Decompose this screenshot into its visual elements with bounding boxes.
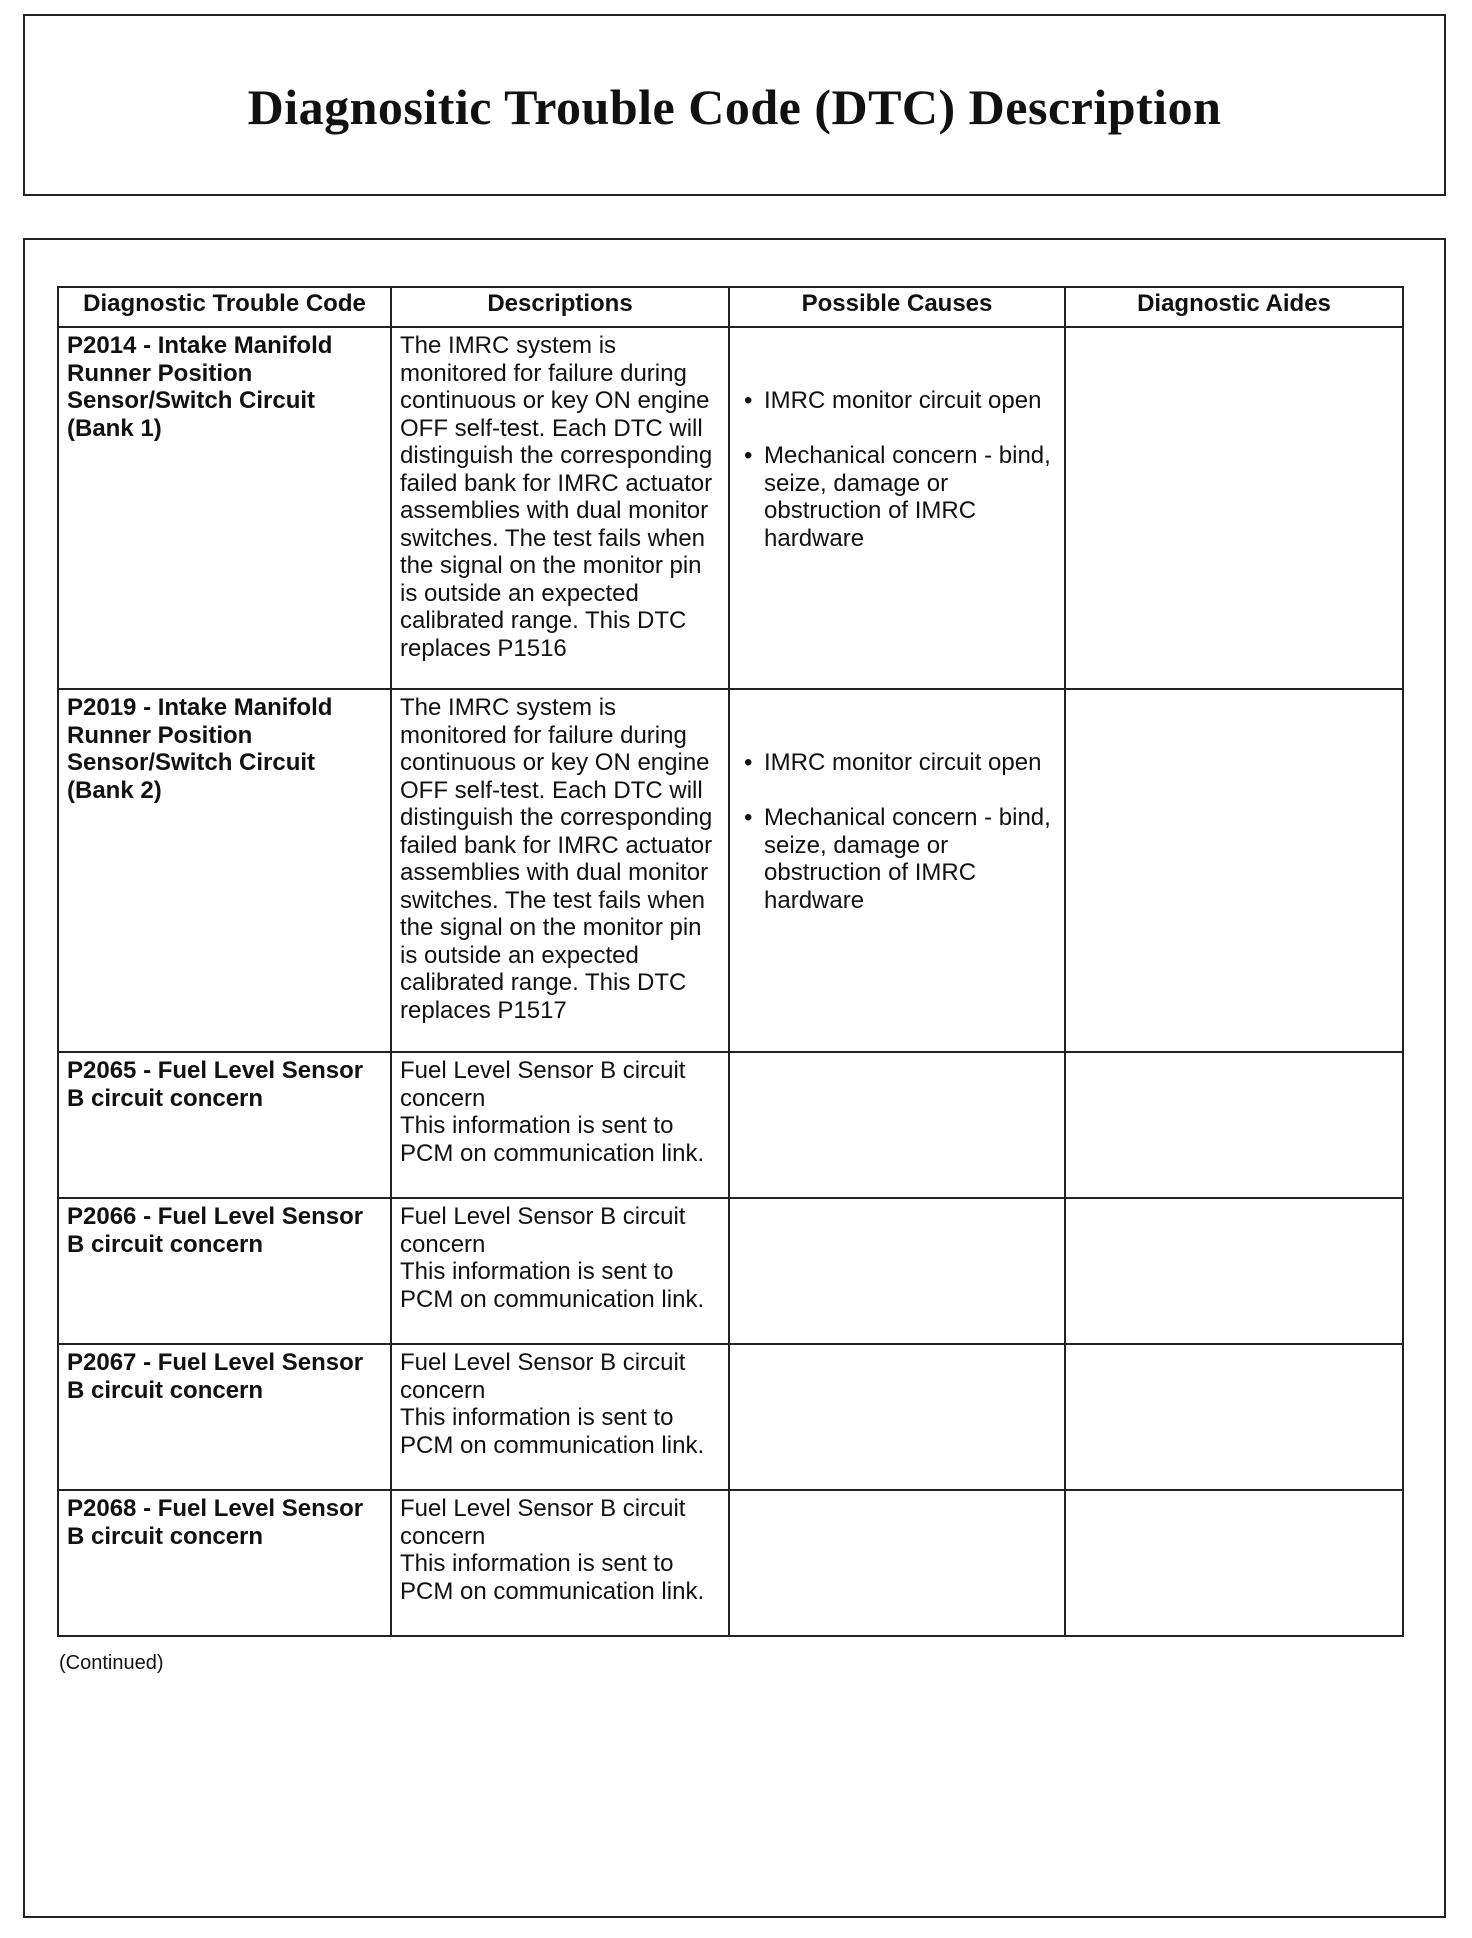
table-row xyxy=(58,1344,1403,1490)
header-diagnostic-aides: Diagnostic Aides xyxy=(1065,287,1403,327)
description-cell: Fuel Level Sensor B circuit concern This information is sent to PCM on communication link. xyxy=(391,1344,729,1490)
diagnostic-aides-cell xyxy=(1065,1490,1403,1636)
cause-item: • IMRC monitor circuit open xyxy=(738,749,1056,777)
dtc-code-cell: P2067 - Fuel Level Sensor B circuit concern xyxy=(58,1344,391,1490)
dtc-code-cell: P2014 - Intake Manifold Runner Position Sensor/Switch Circuit (Bank 1) xyxy=(58,327,391,689)
possible-causes-cell xyxy=(729,1344,1065,1490)
description-cell: Fuel Level Sensor B circuit concern This information is sent to PCM on communication link. xyxy=(391,1490,729,1636)
cause-item: • Mechanical concern - bind, seize, damage or obstruction of IMRC hardware xyxy=(738,442,1056,552)
header-dtc: Diagnostic Trouble Code xyxy=(58,287,391,327)
possible-causes-cell xyxy=(729,1052,1065,1198)
page-title: Diagnositic Trouble Code (DTC) Description xyxy=(247,79,1222,135)
cause-item: • Mechanical concern - bind, seize, damage or obstruction of IMRC hardware xyxy=(738,804,1056,914)
content-box xyxy=(23,238,1446,1918)
description-cell: The IMRC system is monitored for failure during continuous or key ON engine OFF self-test. Each DTC will distinguish the corresponding failed bank for IMRC actuator assemblies with dual monitor switches. The test fails when the signal on the monitor pin is outside an expected calibrated range. This DTC replaces P1517 xyxy=(391,689,729,1052)
diagnostic-aides-cell xyxy=(1065,1198,1403,1344)
dtc-table xyxy=(57,286,1404,1637)
dtc-code-cell: P2068 - Fuel Level Sensor B circuit concern xyxy=(58,1490,391,1636)
possible-causes-cell xyxy=(729,1198,1065,1344)
possible-causes-cell xyxy=(729,327,1065,689)
header-descriptions: Descriptions xyxy=(391,287,729,327)
table-row xyxy=(58,689,1403,1052)
table-header-row xyxy=(58,287,1403,327)
title-box xyxy=(23,14,1446,196)
table-row xyxy=(58,1490,1403,1636)
header-possible-causes: Possible Causes xyxy=(729,287,1065,327)
dtc-code-cell: P2066 - Fuel Level Sensor B circuit concern xyxy=(58,1198,391,1344)
possible-causes-cell xyxy=(729,1490,1065,1636)
table-row xyxy=(58,1052,1403,1198)
possible-causes-cell xyxy=(729,689,1065,1052)
diagnostic-aides-cell xyxy=(1065,689,1403,1052)
dtc-code-cell: P2065 - Fuel Level Sensor B circuit concern xyxy=(58,1052,391,1198)
table-row xyxy=(58,327,1403,689)
description-cell: The IMRC system is monitored for failure during continuous or key ON engine OFF self-test. Each DTC will distinguish the corresponding failed bank for IMRC actuator assemblies with dual monitor switches. The test fails when the signal on the monitor pin is outside an expected calibrated range. This DTC replaces P1516 xyxy=(391,327,729,689)
continued-note: (Continued) xyxy=(59,1652,164,1674)
causes-list xyxy=(738,722,1056,942)
description-cell: Fuel Level Sensor B circuit concern This information is sent to PCM on communication link. xyxy=(391,1052,729,1198)
dtc-code-cell: P2019 - Intake Manifold Runner Position Sensor/Switch Circuit (Bank 2) xyxy=(58,689,391,1052)
description-cell: Fuel Level Sensor B circuit concern This information is sent to PCM on communication link. xyxy=(391,1198,729,1344)
causes-list xyxy=(738,360,1056,580)
table-row xyxy=(58,1198,1403,1344)
diagnostic-aides-cell xyxy=(1065,1052,1403,1198)
cause-item: • IMRC monitor circuit open xyxy=(738,387,1056,415)
diagnostic-aides-cell xyxy=(1065,327,1403,689)
diagnostic-aides-cell xyxy=(1065,1344,1403,1490)
